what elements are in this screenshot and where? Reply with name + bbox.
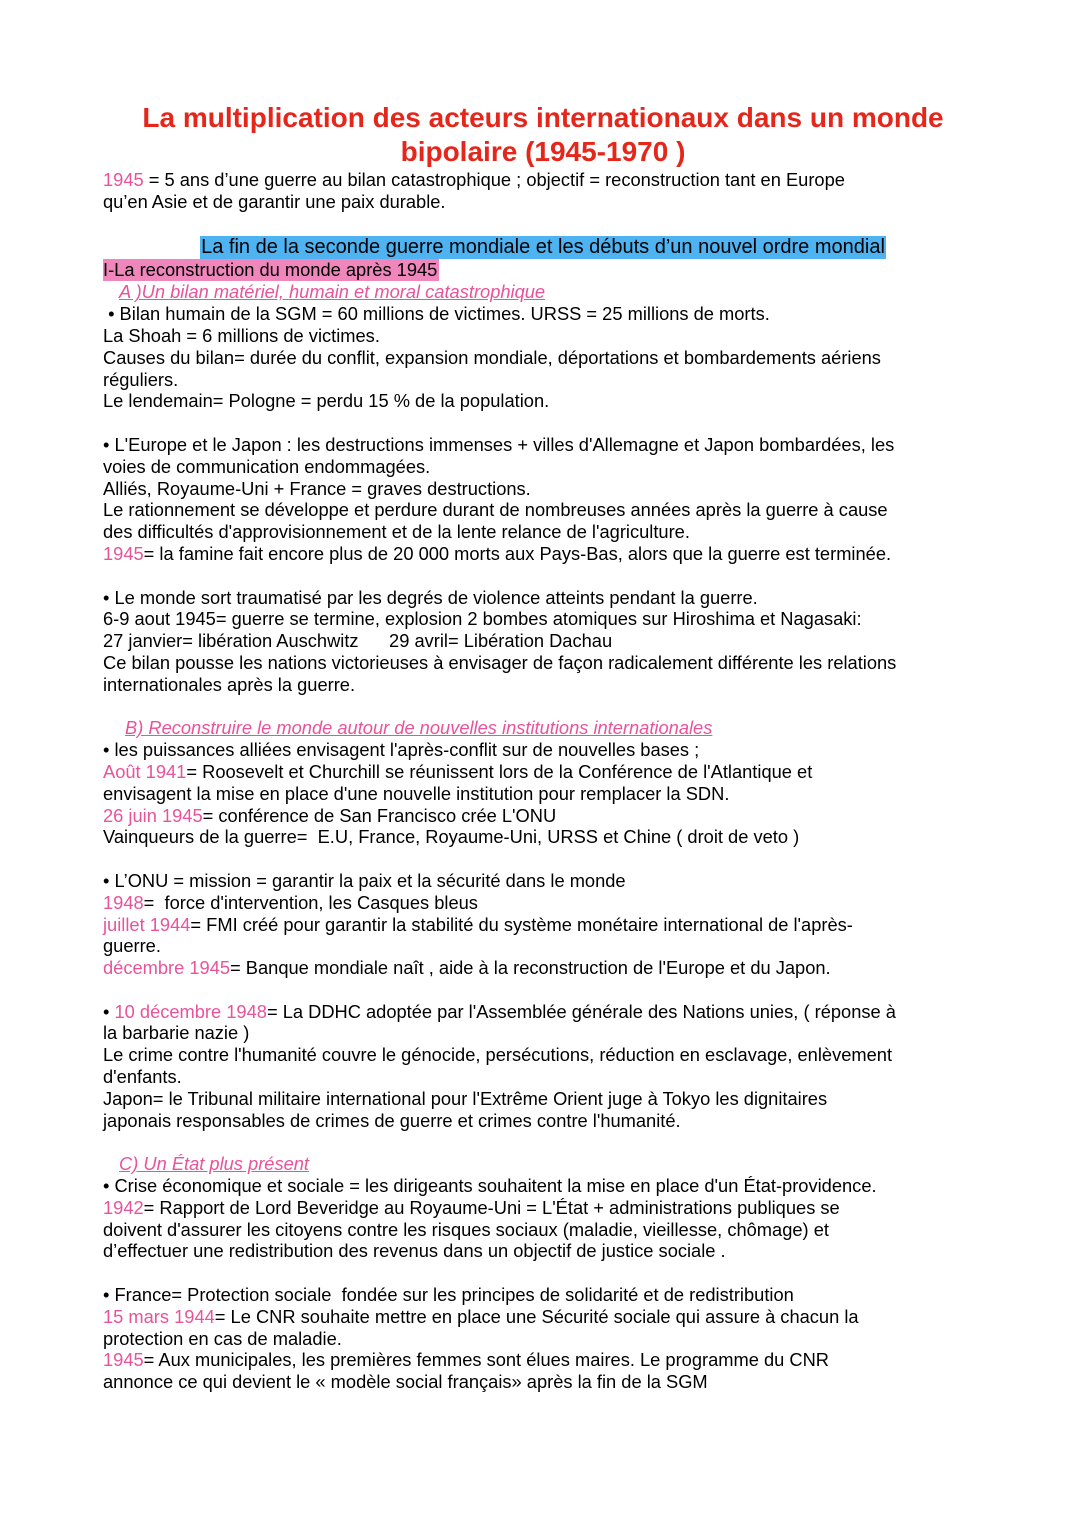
date-highlight: 1945 xyxy=(103,1349,144,1371)
text-line: • Le monde sort traumatisé par les degrés de violence atteints pendant la guerre. xyxy=(103,586,758,608)
text-line: voies de communication endommagées. xyxy=(103,455,431,477)
subheading-c: C) Un État plus présent xyxy=(119,1153,310,1175)
text-line: la barbarie nazie ) xyxy=(103,1022,250,1044)
text-line: d'enfants. xyxy=(103,1066,182,1088)
date-highlight: 1948 xyxy=(103,891,144,913)
text-line: annonce ce qui devient le « modèle social français» après la fin de la SGM xyxy=(103,1371,708,1393)
text-line: • L’ONU = mission = garantir la paix et la sécurité dans le monde xyxy=(103,869,626,891)
text-line: Août 1941= Roosevelt et Churchill se réunissent lors de la Conférence de l'Atlantique et xyxy=(103,760,813,782)
text-line: guerre. xyxy=(103,935,161,957)
text-line: doivent d'assurer les citoyens contre les risques sociaux (maladie, vieillesse, chômage) et xyxy=(103,1218,829,1240)
text-line: protection en cas de maladie. xyxy=(103,1327,342,1349)
text-line: • Bilan humain de la SGM = 60 millions de victimes. URSS = 25 millions de morts. xyxy=(103,303,770,325)
text-line: 1948= force d'intervention, les Casques bleus xyxy=(103,891,478,913)
text-line: 1942= Rapport de Lord Beveridge au Royaume-Uni = L'État + administrations publiques se xyxy=(103,1196,840,1218)
text-line: • 10 décembre 1948= La DDHC adoptée par l'Assemblée générale des Nations unies, ( réponse à xyxy=(103,1000,896,1022)
text-line: 26 juin 1945= conférence de San Francisco crée L'ONU xyxy=(103,804,557,826)
date-highlight: 26 juin 1945 xyxy=(103,804,203,826)
document-body xyxy=(103,101,983,1393)
title-line-1: La multiplication des acteurs internationaux dans un monde xyxy=(142,102,944,133)
text-line: envisagent la mise en place d'une nouvelle institution pour remplacer la SDN. xyxy=(103,782,730,804)
text-line: Vainqueurs de la guerre= E.U, France, Royaume-Uni, URSS et Chine ( droit de veto ) xyxy=(103,826,800,848)
text-line: Causes du bilan= durée du conflit, expansion mondiale, déportations et bombardements aériens xyxy=(103,346,881,368)
text-line: 15 mars 1944= Le CNR souhaite mettre en place une Sécurité sociale qui assure à chacun la xyxy=(103,1305,859,1327)
text-line: 27 janvier= libération Auschwitz 29 avril= Libération Dachau xyxy=(103,630,613,652)
text-line: Le lendemain= Pologne = perdu 15 % de la population. xyxy=(103,390,550,412)
subheading-a: A )Un bilan matériel, humain et moral catastrophique xyxy=(119,281,546,303)
part-heading: I-La reconstruction du monde après 1945 xyxy=(103,259,438,281)
text-line: • les puissances alliées envisagent l'après-conflit sur de nouvelles bases ; xyxy=(103,739,700,761)
text-line: Le crime contre l'humanité couvre le génocide, persécutions, réduction en esclavage, enlèvement xyxy=(103,1044,893,1066)
text-line: internationales après la guerre. xyxy=(103,673,356,695)
date-highlight: 15 mars 1944 xyxy=(103,1305,215,1327)
intro-line: qu’en Asie et de garantir une paix durable. xyxy=(103,190,446,212)
date-highlight: 10 décembre 1948 xyxy=(114,1000,267,1022)
text-line: Alliés, Royaume-Uni + France = graves destructions. xyxy=(103,477,531,499)
text-line: réguliers. xyxy=(103,368,179,390)
text-line: d’effectuer une redistribution des revenus dans un objectif de justice sociale . xyxy=(103,1240,726,1262)
date-highlight: juillet 1944 xyxy=(103,913,191,935)
intro-line: 1945 = 5 ans d’une guerre au bilan catastrophique ; objectif = reconstruction tant en Europe xyxy=(103,169,845,190)
text-line: • L'Europe et le Japon : les destructions immenses + villes d'Allemagne et Japon bombardées, les xyxy=(103,433,895,455)
text-line: Ce bilan pousse les nations victorieuses à envisager de façon radicalement différente les relations xyxy=(103,651,897,673)
text-line: décembre 1945= Banque mondiale naît , aide à la reconstruction de l'Europe et du Japon. xyxy=(103,957,831,979)
text-line: 6-9 aout 1945= guerre se termine, explosion 2 bombes atomiques sur Hiroshima et Nagasaki: xyxy=(103,608,862,630)
text-line: La Shoah = 6 millions de victimes. xyxy=(103,324,380,346)
text-line: 1945= la famine fait encore plus de 20 000 morts aux Pays-Bas, alors que la guerre est terminée. xyxy=(103,542,892,564)
text-line: japonais responsables de crimes de guerre et crimes contre l'humanité. xyxy=(103,1109,681,1131)
subheading-b: B) Reconstruire le monde autour de nouvelles institutions internationales xyxy=(125,717,713,739)
date-highlight: 1942 xyxy=(103,1196,144,1218)
text-line: Le rationnement se développe et perdure durant de nombreuses années après la guerre à cause xyxy=(103,499,888,521)
date-highlight: 1945 xyxy=(103,542,144,564)
text-line: • Crise économique et sociale = les dirigeants souhaitent la mise en place d'un État-providence. xyxy=(103,1175,877,1197)
date-highlight: 1945 xyxy=(103,169,144,190)
document-title xyxy=(93,101,993,169)
text-line: juillet 1944= FMI créé pour garantir la stabilité du système monétaire international de l'après- xyxy=(103,913,853,935)
text-line: • France= Protection sociale fondée sur les principes de solidarité et de redistribution xyxy=(103,1284,794,1306)
text-line: des difficultés d'approvisionnement et de la lente relance de l'agriculture. xyxy=(103,521,690,543)
text-line: Japon= le Tribunal militaire international pour l'Extrême Orient juge à Tokyo les dignitaires xyxy=(103,1087,828,1109)
date-highlight: décembre 1945 xyxy=(103,957,231,979)
text-line: 1945= Aux municipales, les premières femmes sont élues maires. Le programme du CNR xyxy=(103,1349,829,1371)
section-heading: La fin de la seconde guerre mondiale et les débuts d’un nouvel ordre mondial xyxy=(201,236,885,259)
date-highlight: Août 1941 xyxy=(103,760,187,782)
title-line-2: bipolaire (1945-1970 ) xyxy=(400,136,686,167)
